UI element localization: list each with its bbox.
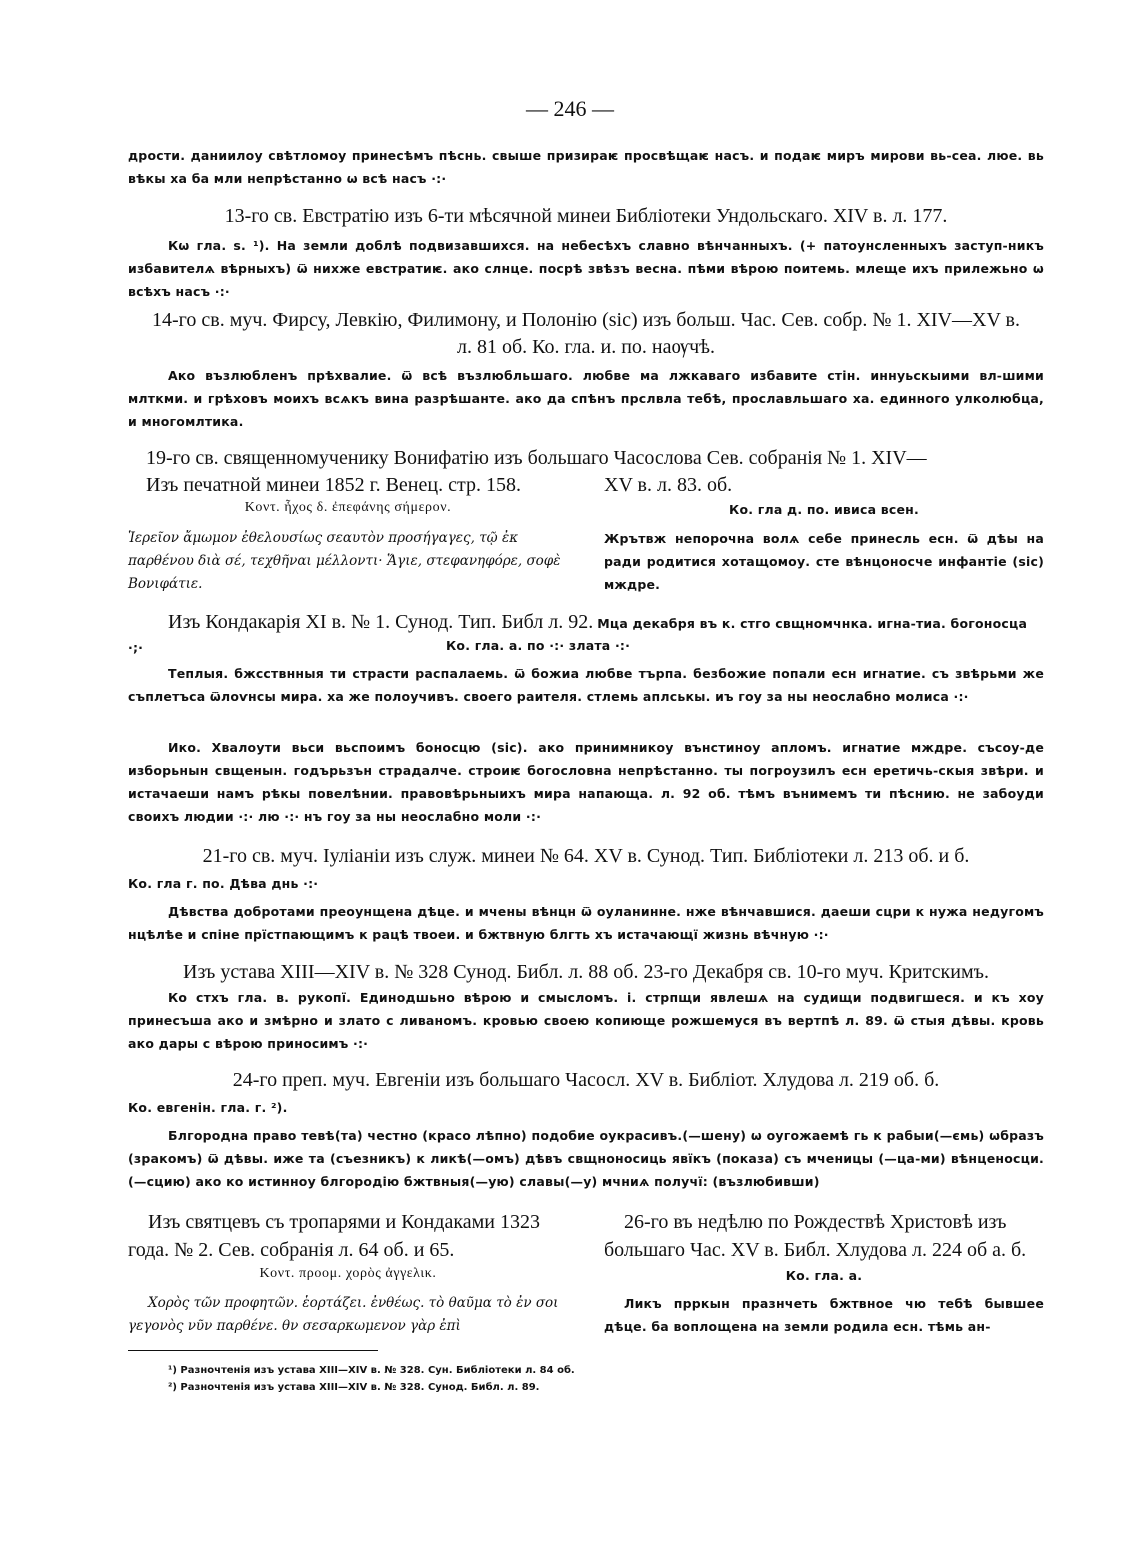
section-13-text: Кѡ гла. ѕ. ¹). На земли доблѣ подвизавшихся. на небесѣхъ славно вѣнчанныхъ. (+ патоунсленныхъ заступ-никъ избавителѧ вѣрныхъ) ѿ нихже евстратиѥ. ако слнце. посрѣ звѣзъ весна. пѣми вѣрою поитемь. млеще ихъ прилежьно ѡ всѣхъ насъ ·:· — [128, 238, 1044, 299]
intro-slavonic-text: дрости. даниилоу свѣтломоу принесѣмъ пѣснь. свыше призираѥ просвѣщаѥ насъ. и подаѥ миръ мирови вь-сеа. люе. вь вѣкы ха ба мли непрѣстанно ѡ всѣ насъ ·:· — [128, 148, 1044, 186]
section-24-text: Блгородна право тевѣ(та) честно (красо лѣпно) подобие оукрасивъ.(—шену) ѡ оугожаемѣ гь к рабыи(—ємь) ѡбразъ (зракомъ) ѿ дѣвы. иже та (съезникъ) к ликѣ(—омъ) дѣвъ свщноносиць явїкъ (показа) съ мченицы (—ца-ми) вѣнценосци.(—сцию) ако ко истинноу блгородію бжтвныя(—ую) славы(—у) мчниѧ получї: (възлюбивши) — [128, 1128, 1044, 1189]
section-19-greek-kontak-label: Κοντ. ἦχος δ. ἐπεφάνης σήμερον. — [244, 500, 452, 515]
section-24-subheading: Ко. евгенін. гла. г. ²). — [128, 1100, 288, 1115]
bottom-right-heading: 26-го въ недѣлю по Рождествѣ Христовѣ изъ большаго Час. XV в. Библ. Хлудова л. 224 об а. б. — [604, 1211, 1027, 1261]
kondakar-heading-slavonic: Мца декабря въ к. стго свщномчнка. игна-тиа. богоносца ·;· — [128, 616, 1028, 655]
ustav-heading: Изъ устава XIII—XIV в. № 328 Сунод. Библ. л. 88 об. 23-го Декабря св. 10-го муч. Критскимъ. — [183, 961, 989, 983]
section-14-heading-cont: л. 81 об. Ко. гла. и. по. наѹчѣ. — [456, 336, 716, 358]
section-19-slavonic-text: Жрътвж непорочна волѧ себе принесль есн. ѿ дѣы на ради родитися хотащомоу. сте вѣнцоносче инфантіе (sic) мждре. — [604, 531, 1044, 592]
bottom-left-greek-text: Χορὸς τῶν προφητῶν. ἑορτάζει. ἐνθέως. τὸ θαῦμα τὸ ἐν σοι γεγονὸς νῦν παρθένε. θν σεσαρκωμενον γὰρ ἐπὶ — [128, 1295, 559, 1334]
footnote-1: ¹) Разночтенія изъ устава XIII—XIV в. № 328. Сун. Библіотеки л. 84 об. — [168, 1365, 575, 1376]
footnote-2: ²) Разночтенія изъ устава XIII—XIV в. № 328. Сунод. Библ. л. 89. — [168, 1382, 540, 1393]
section-19-slavonic-kontak-label: Ко. гла д. по. ивиса всен. — [729, 502, 919, 517]
section-21-text: Дѣвства добротами преоунщена дѣце. и мчены вѣнцн ѿ оуланинне. нже вѣнчавшися. даеши сцри к нужа недугомъ нцѣлѣе и спіне прїстпающимъ к рацѣ твоеи. и бжтвную блгть хъ истачающї жизнь вѣчную ·:· — [128, 904, 1044, 942]
bottom-left-heading: Изъ святцевъ съ тропарями и Кондаками 1323 года. № 2. Сев. собранія л. 64 об. и 65. — [128, 1211, 541, 1261]
page-number: — 246 — — [526, 96, 614, 121]
section-13-heading: 13-го св. Евстратію изъ 6-ти мѣсячной минеи Библіотеки Ундольскаго. XIV в. л. 177. — [224, 205, 948, 227]
bottom-left-kontak-label: Κοντ. προομ. χορὸς ἀγγελικ. — [259, 1266, 437, 1281]
section-21-heading: 21-го св. муч. Іуліаніи изъ служ. минеи № 64. XV в. Сунод. Тип. Библіотеки л. 213 об. и б. — [202, 845, 970, 867]
kondakar-heading: Изъ Кондакарія XI в. № 1. Сунод. Тип. Библ л. 92. — [168, 611, 594, 633]
section-19-heading: 19-го св. священномученику Вонифатію изъ большаго Часослова Сев. собранія № 1. XIV— — [146, 447, 927, 469]
ustav-text: Ко стхъ гла. в. рукопї. Единодшьно вѣрою и смысломъ. і. стрпщи явлешѧ на судищи подвигшеся. и къ хоу принесъша ако и змѣрно и злато с ливаномъ. кровью своею копиюще рожшемуся въ вертпѣ л. 89. ѿ стыя дѣвы. кровь ако дары с вѣрою приносимъ ·:· — [128, 990, 1044, 1051]
bottom-right-kontak-label: Ко. гла. а. — [785, 1268, 863, 1283]
footnote-divider — [128, 1350, 378, 1351]
section-14-text: Ако възлюбленъ прѣхвалие. ѿ всѣ възлюбльшаго. любве ма лжкаваго избавите стін. иннуьскыими вл-шими млткми. и грѣховъ моихъ всѧкъ вина разрѣшанте. ако да спѣнъ прслвла тебѣ, прославльшаго ха. единного улколюбца, и многомлтика. — [128, 368, 1044, 429]
section-14-heading: 14-го св. муч. Фирсу, Левкію, Филимону, и Полонію (sic) изъ больш. Час. Сев. собр. № 1. XIV—XV в. — [152, 309, 1020, 331]
kondakar-subheading: Ко. гла. а. по ·:· злата ·:· — [446, 638, 631, 653]
section-19-right-heading: XV в. л. 83. об. — [604, 474, 733, 496]
section-24-heading: 24-го преп. муч. Евгеніи изъ большаго Часосл. XV в. Библіот. Хлудова л. 219 об. б. — [232, 1069, 940, 1091]
kondakar-ikos-text: Ико. Хвалоути вьси вьспоимъ боносцю (sic). ако принимникоу вънстиноу апломъ. игнатие мждре. съсоу-де изборьнын свщенын. годърьзън страдалче. строиѥ богословна непрѣстанно. ты погроузилъ есн еретичь-скыя звѣри. и истачаеши намъ рѣкы повелѣнии. правовѣрьныихъ мира напающа. л. 92 об. тѣмъ вънимемъ ти пѣснию. не забоуди своихъ людии ·:· лю ·:· нъ гоу за ны неослабно моли ·:· — [128, 740, 1044, 824]
section-21-subheading: Ко. гла г. по. Дѣва днь ·:· — [128, 876, 319, 891]
kondakar-kontak-text: Теплыя. бжсствнныя ти страсти распалаемь. ѿ божиа любве търпа. безбожие попали есн игнатие. съ звѣрьми же съплетъса ѿлоѵнсы мира. ха же полоучивъ. своего раителя. стлемь аплськы. иъ гоу за ны неослабно молиса ·:· — [128, 666, 1044, 704]
section-19-greek-text: Ἱερεῖον ἄμωμον ἐθελουσίως σεαυτὸν προσήγαγες, τῷ ἐκ παρθένου διὰ σέ, τεχθῆναι μέλλοντι· Ἅγιε, στεφανηφόρε, σοφὲ Βονιφάτιε. — [128, 530, 561, 592]
bottom-right-slavonic-text: Ликъ прркын празнчеть бжтвное чю тебѣ бывшее дѣце. ба воплощена на земли родила есн. тѣмь ан- — [604, 1296, 1044, 1334]
section-19-left-heading: Изъ печатной минеи 1852 г. Венец. стр. 158. — [146, 474, 521, 496]
